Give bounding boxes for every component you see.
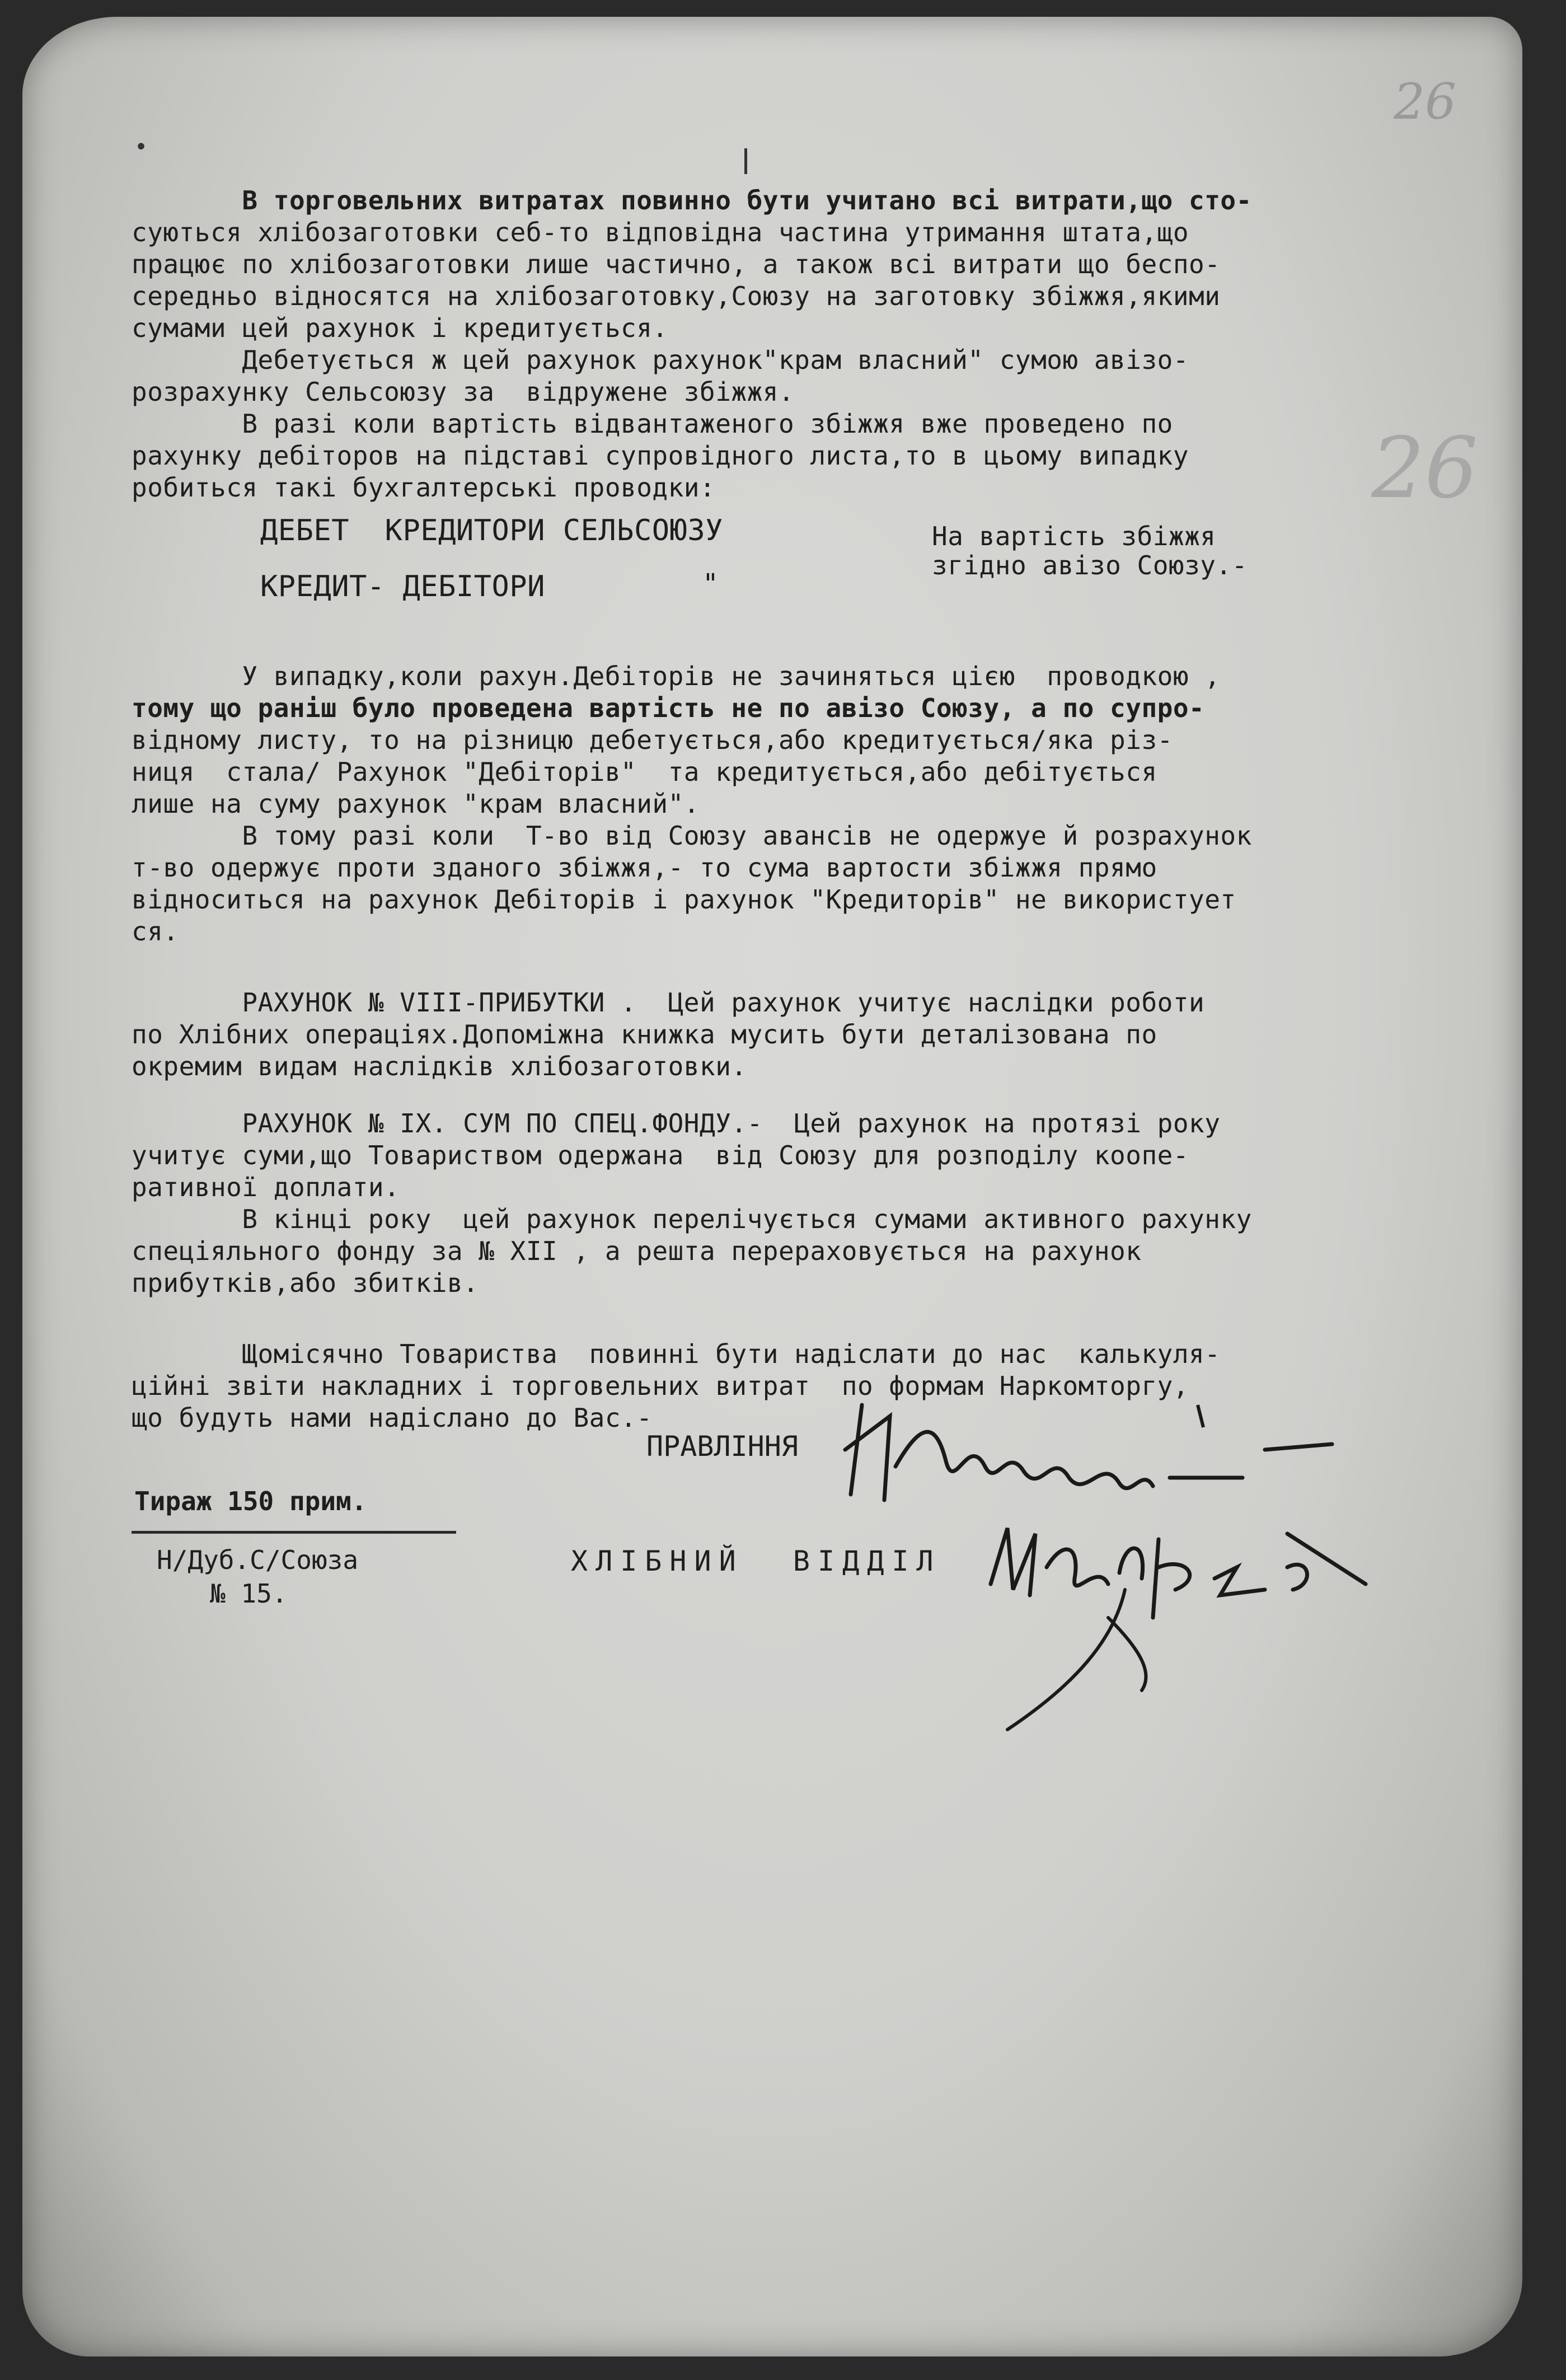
text-line: ся. [132,916,179,947]
entry-note-line: згідно авізо Союзу.- [932,550,1248,580]
text-line: суються хлібозаготовки себ-то відповідна частина утримання штата,що [132,217,1189,247]
paragraph-account-ix [132,1108,1503,1299]
divider [132,1531,456,1534]
ditto-mark: " [702,568,719,599]
text-line: ційні звіти накладних і торговельних витрат по формам Наркомторгу, [132,1371,1189,1401]
text-line: Дебетується ж цей рахунок рахунок"крам власний" сумою авізо- [132,345,1189,375]
text-line: по Хлібних операціях.Допоміжна книжка мусить бути деталізована по [132,1019,1157,1050]
text-line: ративної доплати. [132,1172,400,1202]
text-line: В тому разі коли Т-во від Союзу авансів не одержуе й розрахунок [132,821,1252,851]
text-line: Щомісячно Товариства повинні бути надіслати до нас калькуля- [132,1339,1221,1369]
credit-entry: КРЕДИТ- ДЕБІТОРИ [260,570,545,603]
grain-department-signature [974,1506,1478,1774]
debit-entry: ДЕБЕТ КРЕДИТОРИ СЕЛЬСОЮЗУ [260,514,723,547]
grain-department-label: ХЛІБНИЙ ВІДДІЛ [571,1545,941,1577]
text-line: В торговельних витратах повинно бути учитано всі витрати,що сто- [132,185,1252,215]
text-line: рахунку дебіторов на підставі супровідного листа,то в цьому випадку [132,441,1189,471]
print-run: Тираж 150 прим. [134,1486,367,1516]
paragraph-advances [132,820,1503,948]
text-line: робиться такі бухгалтерські проводки: [132,472,716,503]
paragraph-trade-expenses [132,185,1503,344]
board-label: ПРАВЛІННЯ [646,1430,798,1463]
paragraph-debtors-closing [132,660,1503,820]
text-line: ниця стала/ Рахунок "Дебіторів" та кредитується,або дебітується [132,757,1157,787]
text-line: середньо відносятся на хлібозаготовку,Союзу на заготовку збіжжя,якими [132,281,1221,311]
text-line: В кінці року цей рахунок перелічується сумами активного рахунку [132,1204,1252,1234]
text-line: тому що раніш було проведена вартість не по авізо Союзу, а по супро- [132,693,1205,723]
document-body [132,185,1503,1434]
text-line: відноситься на рахунок Дебіторів і рахунок "Кредиторів" не використует [132,884,1236,915]
page-number-stamp: 26 [1371,420,1478,517]
text-line: т-во одержує проти зданого збіжжя,- то сума вартости збіжжя прямо [132,852,1157,883]
text-line: відному листу, то на різницю дебетується,або кредитується/яка різ- [132,725,1173,755]
hole-punch-mark: • [134,134,148,160]
fold-mark [744,148,747,174]
accounting-entries [132,515,1503,627]
text-line: розрахунку Сельсоюзу за відружене збіжжя. [132,377,795,407]
reference-line: Н/Дуб.С/Союза [157,1545,359,1575]
text-line: сумами цей рахунок і кредитується. [132,313,668,343]
text-line: що будуть нами надіслано до Вас.- [132,1403,653,1433]
entry-note-line: На вартість збіжжя [932,521,1216,551]
text-line: учитує суми,що Товариством одержана від Союзу для розподілу коопе- [132,1140,1189,1170]
reference-number: № 15. [210,1578,288,1609]
document-page [22,17,1522,2356]
paragraph-shipment [132,408,1503,504]
text-line: У випадку,коли рахун.Дебіторів не зачиняться цією проводкою , [132,661,1221,691]
text-line: спеціяльного фонду за № XII , а решта перераховується на рахунок [132,1236,1142,1266]
page-number: 26 [1394,73,1456,130]
paragraph-debit-note [132,344,1503,408]
text-line: В разі коли вартість відвантаженого збіжжя вже проведено по [132,409,1173,439]
text-line: РАХУНОК № VIII-ПРИБУТКИ . Цей рахунок учитує наслідки роботи [132,987,1205,1018]
text-line: окремим видам наслідків хлібозаготовки. [132,1051,747,1081]
text-line: працює по хлібозаготовки лише частично, а також всі витрати що беспо- [132,249,1221,279]
text-line: РАХУНОК № IX. СУМ ПО СПЕЦ.ФОНДУ.- Цей рахунок на протязі року [132,1108,1221,1139]
text-line: прибутків,або збитків. [132,1268,479,1298]
text-line: лише на суму рахунок "крам власний". [132,789,700,819]
paragraph-account-viii [132,987,1503,1083]
